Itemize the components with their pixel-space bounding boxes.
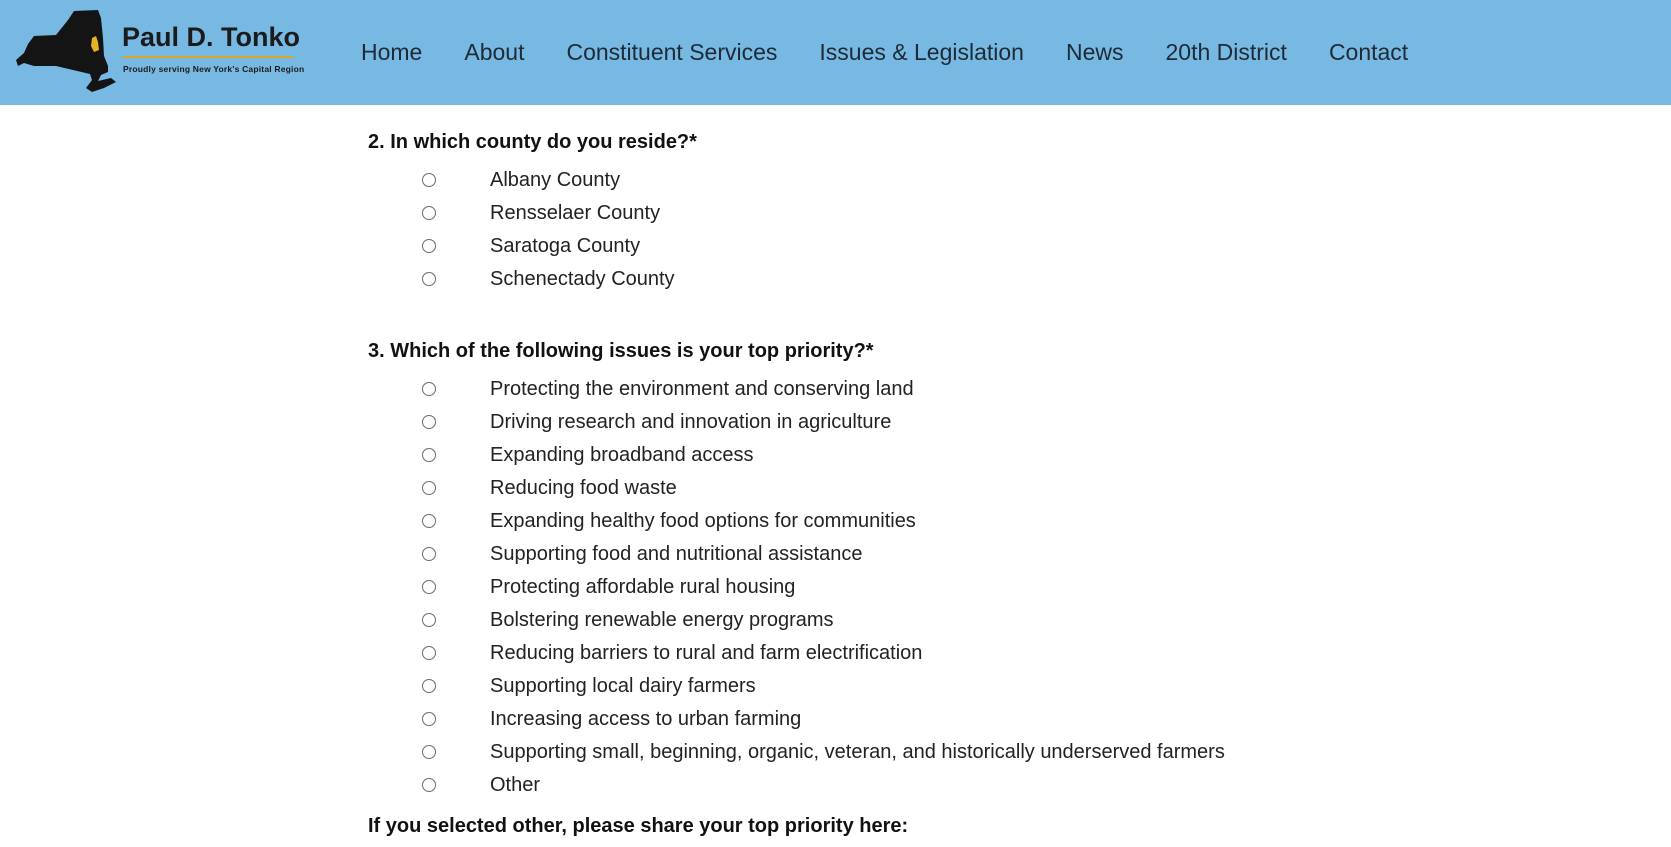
nav-about[interactable]: About — [464, 39, 525, 65]
site-header — [0, 0, 1671, 105]
nav-home[interactable]: Home — [361, 39, 423, 65]
site-tagline: Proudly serving New York's Capital Region — [123, 64, 305, 74]
radio-button[interactable] — [422, 239, 436, 253]
option-label: Supporting food and nutritional assistance — [490, 543, 863, 565]
radio-button[interactable] — [422, 382, 436, 396]
radio-button[interactable] — [422, 173, 436, 187]
option-label: Reducing food waste — [490, 477, 677, 499]
radio-button[interactable] — [422, 272, 436, 286]
radio-button[interactable] — [422, 712, 436, 726]
new-york-map-icon — [16, 8, 124, 92]
question-county-label: 2. In which county do you reside?* — [368, 131, 697, 153]
priority-options — [422, 373, 1225, 802]
county-option[interactable] — [422, 263, 675, 296]
priority-option[interactable] — [422, 538, 1225, 571]
county-options — [422, 164, 675, 296]
option-label: Driving research and innovation in agriculture — [490, 411, 892, 433]
nav-issues-legislation[interactable]: Issues & Legislation — [819, 39, 1024, 65]
priority-option[interactable] — [422, 637, 1225, 670]
main-nav — [340, 0, 1429, 105]
radio-button[interactable] — [422, 613, 436, 627]
option-label: Expanding healthy food options for communities — [490, 510, 916, 532]
other-priority-prompt: If you selected other, please share your top priority here: — [368, 815, 909, 837]
priority-option[interactable] — [422, 670, 1225, 703]
county-option[interactable] — [422, 197, 675, 230]
county-option[interactable] — [422, 230, 675, 263]
option-label: Reducing barriers to rural and farm electrification — [490, 642, 923, 664]
option-label: Rensselaer County — [490, 202, 661, 224]
radio-button[interactable] — [422, 745, 436, 759]
option-label: Supporting local dairy farmers — [490, 675, 756, 697]
radio-button[interactable] — [422, 415, 436, 429]
option-label: Protecting the environment and conserving land — [490, 378, 914, 400]
radio-button[interactable] — [422, 679, 436, 693]
option-label: Increasing access to urban farming — [490, 708, 802, 730]
option-label: Supporting small, beginning, organic, veteran, and historically underserved farmers — [490, 741, 1225, 763]
option-label: Other — [490, 774, 541, 796]
nav-contact[interactable]: Contact — [1328, 39, 1409, 65]
option-label: Expanding broadband access — [490, 444, 754, 466]
priority-option[interactable] — [422, 736, 1225, 769]
nav-constituent-services[interactable]: Constituent Services — [566, 39, 778, 65]
radio-button[interactable] — [422, 547, 436, 561]
option-label: Protecting affordable rural housing — [490, 576, 796, 598]
priority-option[interactable] — [422, 439, 1225, 472]
option-label: Bolstering renewable energy programs — [490, 609, 834, 631]
radio-button[interactable] — [422, 514, 436, 528]
site-logo[interactable] — [16, 8, 316, 94]
radio-button[interactable] — [422, 481, 436, 495]
logo-divider — [123, 56, 293, 58]
option-label: Saratoga County — [490, 235, 641, 257]
radio-button[interactable] — [422, 646, 436, 660]
priority-option[interactable] — [422, 703, 1225, 736]
priority-option[interactable] — [422, 406, 1225, 439]
nav-news[interactable]: News — [1065, 39, 1124, 65]
option-label: Schenectady County — [490, 268, 675, 290]
radio-button[interactable] — [422, 778, 436, 792]
priority-option[interactable] — [422, 472, 1225, 505]
site-name: Paul D. Tonko — [122, 22, 301, 52]
priority-option[interactable] — [422, 604, 1225, 637]
priority-option[interactable] — [422, 571, 1225, 604]
question-priority-label: 3. Which of the following issues is your top priority?* — [368, 340, 874, 362]
nav-20th-district[interactable]: 20th District — [1165, 39, 1287, 65]
radio-button[interactable] — [422, 206, 436, 220]
priority-option-other[interactable] — [422, 769, 1225, 802]
priority-option[interactable] — [422, 505, 1225, 538]
radio-button[interactable] — [422, 448, 436, 462]
priority-option[interactable] — [422, 373, 1225, 406]
county-option[interactable] — [422, 164, 675, 197]
radio-button[interactable] — [422, 580, 436, 594]
option-label: Albany County — [490, 169, 621, 191]
